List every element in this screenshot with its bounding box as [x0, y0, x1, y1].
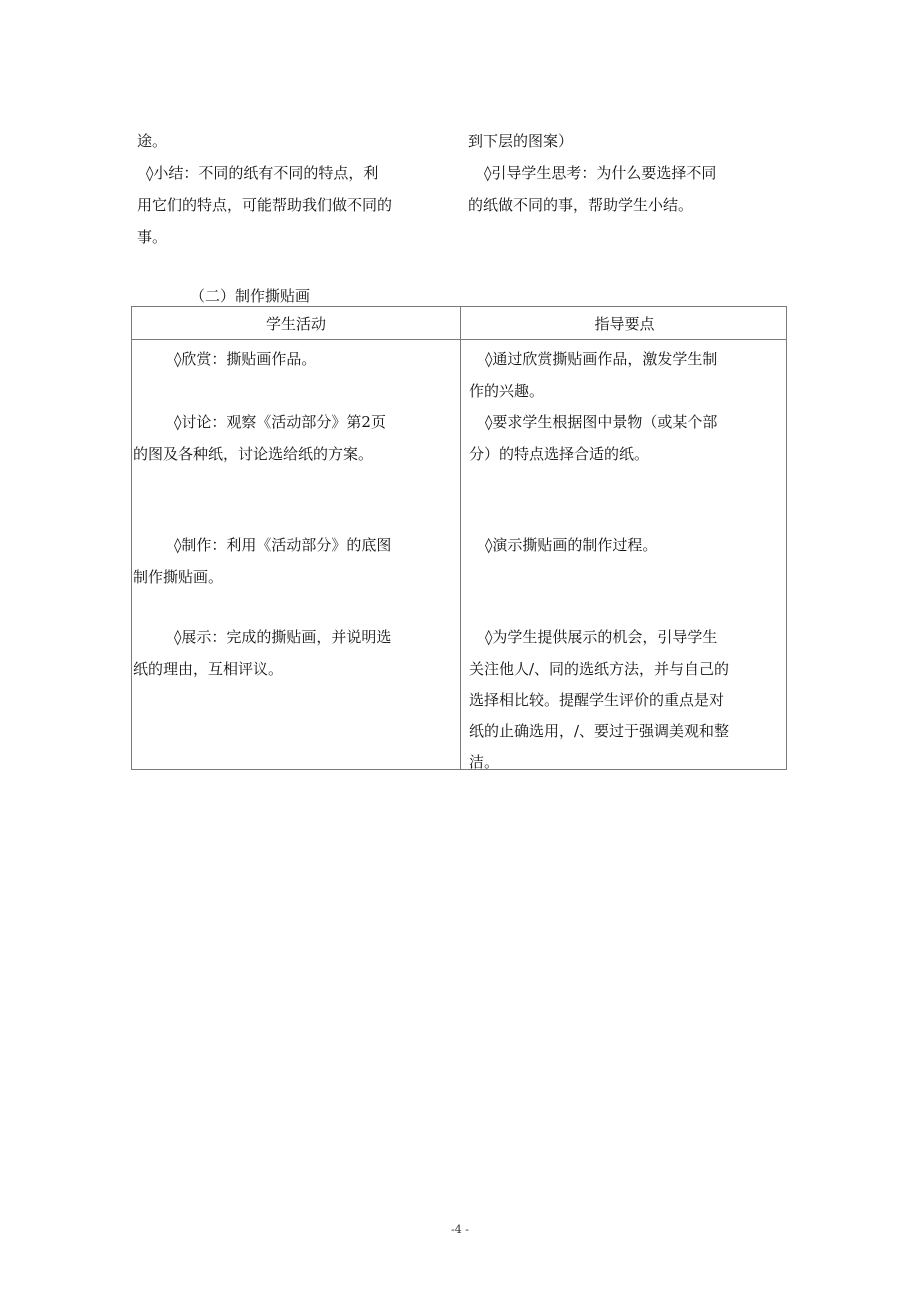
table-cell-line: 的图及各种纸，讨论选给纸的方案。 — [133, 445, 374, 463]
table-cell-line: 制作撕贴画。 — [133, 568, 224, 586]
section-title: （二）制作撕贴画 — [190, 287, 311, 305]
table-cell-line: 关注他人/、同的选纸方法，并与自己的 — [469, 660, 730, 678]
table-cell-line: ◊要求学生根据图中景物（或某个部 — [485, 413, 718, 431]
header-student-activity: 学生活动 — [265, 315, 326, 333]
table-cell-line: 纸的理由，互相评议。 — [133, 660, 284, 678]
table-cell-line: ◊讨论：观察《活动部分》第2页 — [174, 413, 386, 431]
table-cell-line: ◊制作：利用《活动部分》的底图 — [174, 536, 392, 554]
text-line: ◊小结：不同的纸有不同的特点，利 — [146, 164, 379, 182]
text-line: 事。 — [137, 228, 168, 246]
table-cell-line: 作的兴趣。 — [469, 382, 545, 400]
text-line: 用它们的特点，可能帮助我们做不同的 — [137, 196, 393, 214]
table-cell-line: 分）的特点选择合适的纸。 — [469, 445, 650, 463]
table-cell-line: 选择相比较。提醒学生评价的重点是对 — [469, 691, 725, 709]
column-divider — [460, 307, 461, 769]
header-divider — [132, 339, 786, 340]
table-cell-line: 洁。 — [469, 753, 500, 771]
table-cell-line: 纸的止确选用，/、要过于强调美观和整 — [469, 722, 730, 740]
table-cell-line: ◊为学生提供展示的机会，引导学生 — [485, 628, 718, 646]
table-cell-line: ◊通过欣赏撕贴画作品，激发学生制 — [485, 350, 718, 368]
text-line: 到下层的图案） — [468, 132, 574, 150]
text-line: ◊引导学生思考：为什么要选择不同 — [484, 164, 717, 182]
header-guidance-points: 指导要点 — [594, 315, 655, 333]
text-line: 的纸做不同的事，帮助学生小结。 — [468, 196, 694, 214]
activity-table — [131, 306, 787, 770]
table-cell-line: ◊欣赏：撕贴画作品。 — [174, 350, 317, 368]
table-cell-line: ◊演示撕贴画的制作过程。 — [485, 536, 658, 554]
table-cell-line: ◊展示：完成的撕贴画，并说明选 — [174, 628, 392, 646]
text-line: 途。 — [137, 132, 168, 150]
page-number: -4 - — [451, 1223, 469, 1236]
